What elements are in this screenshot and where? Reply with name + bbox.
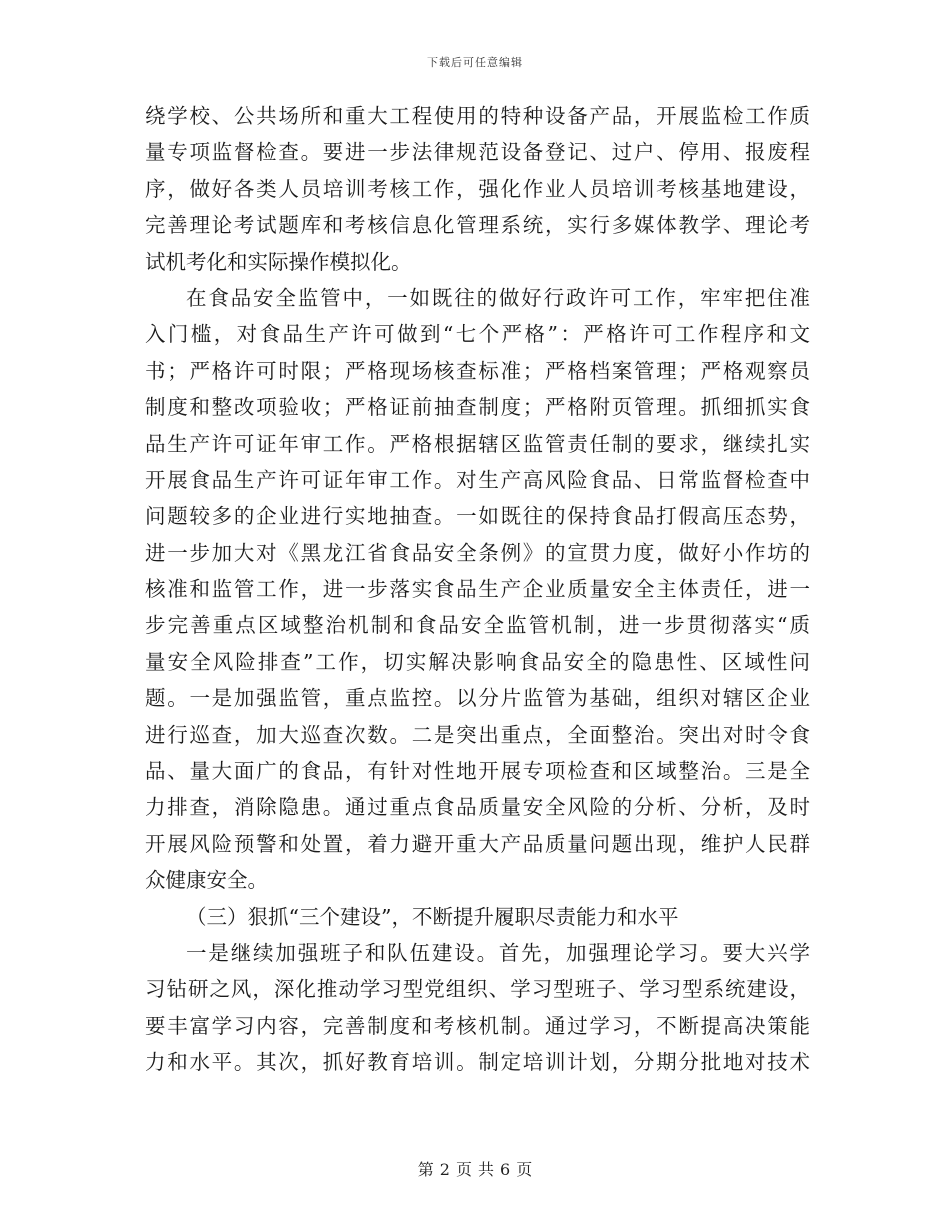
text-line: 一是继续加强班子和队伍建设。首先，加强理论学习。要大兴学	[186, 940, 810, 965]
text-line: 力排查，消除隐患。通过重点食品质量安全风险的分析、分析，及时	[145, 795, 810, 820]
current-page-number: 2	[439, 1160, 450, 1179]
text-line: 在食品安全监管中，一如既往的做好行政许可工作，牢牢把住准	[186, 285, 810, 310]
page-footer	[0, 1157, 950, 1180]
text-line: 书；严格许可时限；严格现场核查标准；严格档案管理；严格观察员	[145, 358, 810, 383]
document-body	[145, 98, 810, 1081]
text-line: 题。一是加强监管，重点监控。以分片监管为基础，组织对辖区企业	[145, 686, 810, 711]
footer-total-word: 共	[478, 1160, 495, 1179]
text-line: 量专项监督检查。要进一步法律规范设备登记、过户、停用、报废程	[145, 140, 810, 165]
text-line: 问题较多的企业进行实地抽查。一如既往的保持食品打假高压态势，	[145, 504, 810, 529]
paragraph-3	[145, 935, 810, 1081]
text-line: 要丰富学习内容，完善制度和考核机制。通过学习，不断提高决策能	[145, 1013, 810, 1038]
total-page-number: 6	[500, 1160, 511, 1179]
text-line: 序，做好各类人员培训考核工作，强化作业人员培训考核基地建设，	[145, 176, 810, 201]
text-line: 入门槛，对食品生产许可做到“七个严格”：严格许可工作程序和文	[145, 322, 810, 347]
text-line: 进一步加大对《黑龙江省食品安全条例》的宣贯力度，做好小作坊的	[145, 540, 810, 565]
text-line: 进行巡查，加大巡查次数。二是突出重点，全面整治。突出对时令食	[145, 722, 810, 747]
paragraph-2	[145, 280, 810, 899]
text-line: 开展风险预警和处置，着力避开重大产品质量问题出现，维护人民群	[145, 831, 810, 856]
footer-prefix: 第	[417, 1160, 434, 1179]
text-line: 开展食品生产许可证年审工作。对生产高风险食品、日常监督检查中	[145, 467, 810, 492]
text-line: 试机考化和实际操作模拟化。	[145, 249, 412, 274]
text-line: 众健康安全。	[145, 868, 268, 893]
text-line: 习钻研之风，深化推动学习型党组织、学习型班子、学习型系统建设，	[145, 977, 810, 1002]
paragraph-1	[145, 98, 810, 280]
footer-suffix: 页	[516, 1160, 533, 1179]
text-line: 量安全风险排查”工作，切实解决影响食品安全的隐患性、区域性问	[145, 649, 810, 674]
page-header: 下载后可任意编辑	[427, 56, 523, 69]
text-line: 力和水平。其次，抓好教育培训。制定培训计划，分期分批地对技术	[145, 1050, 810, 1075]
text-line: 核准和监管工作，进一步落实食品生产企业质量安全主体责任，进一	[145, 577, 810, 602]
text-line: 完善理论考试题库和考核信息化管理系统，实行多媒体教学、理论考	[145, 213, 810, 238]
text-line: 制度和整改项验收；严格证前抽查制度；严格附页管理。抓细抓实食	[145, 395, 810, 420]
text-line: 品、量大面广的食品，有针对性地开展专项检查和区域整治。三是全	[145, 759, 810, 784]
section-heading: （三）狠抓“三个建设”，不断提升履职尽责能力和水平	[186, 904, 679, 929]
text-line: 绕学校、公共场所和重大工程使用的特种设备产品，开展监检工作质	[145, 104, 810, 128]
text-line: 品生产许可证年审工作。严格根据辖区监管责任制的要求，继续扎实	[145, 431, 810, 456]
footer-page-word: 页	[455, 1160, 472, 1179]
text-line: 步完善重点区域整治机制和食品安全监管机制，进一步贯彻落实“质	[145, 613, 810, 638]
